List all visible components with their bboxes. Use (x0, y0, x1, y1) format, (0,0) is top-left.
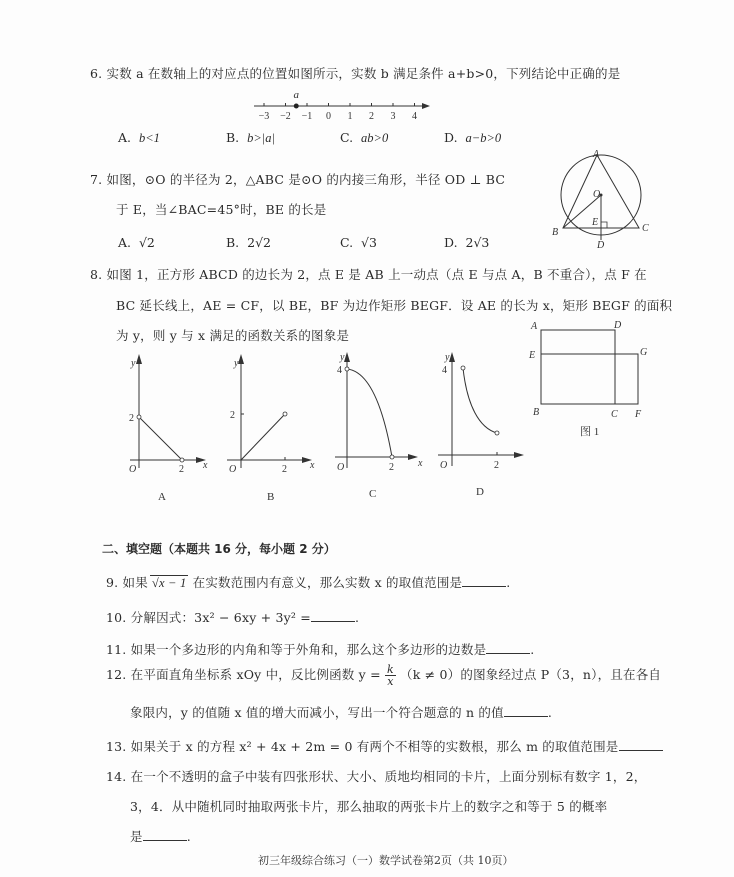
q13: 13. 如果关于 x 的方程 x² + 4x + 2m = 0 有两个不相等的实数根，那么 m 的取值范围是 (106, 737, 663, 755)
q6-number: 6. (90, 66, 103, 81)
q10: 10. 分解因式：3x² − 6xy + 3y² = . (106, 610, 360, 625)
graph-c-y-arrow (344, 352, 350, 362)
q10-answer-blank[interactable] (311, 609, 355, 622)
label-b: B (552, 227, 559, 238)
q12-number: 12. (106, 667, 127, 682)
graph-c-ylabel: y (340, 352, 345, 363)
label-o: O (593, 189, 601, 200)
graph-a-ytick: 2 (129, 413, 134, 424)
fig1-label-f: F (635, 409, 642, 420)
fig1-label-g: G (640, 347, 648, 358)
q6-option-c: C. ab>0 (340, 130, 389, 145)
q11: 11. 如果一个多边形的内角和等于外角和，那么这个多边形的边数是 . (106, 642, 535, 657)
fig1-label-c: C (611, 409, 618, 420)
q6-option-a: A. b<1 (118, 130, 160, 145)
number-line (250, 88, 430, 124)
graph-a-option-label: A (158, 491, 166, 503)
graph-b-open-point (283, 412, 287, 416)
graph-c-open-point-x (390, 455, 394, 459)
q14-line2: 3，4．从中随机同时抽取两张卡片，那么抽取的两张卡片上的数字之和等于 5 的概率 (130, 799, 608, 814)
square-abcd (541, 330, 615, 404)
q14-line1: 14. 在一个不透明的盒子中装有四张形状、大小、质地均相同的卡片，上面分别标有数字 1，2， (106, 769, 647, 784)
graph-d-open-point-start (461, 366, 465, 370)
q7-line2: 于 E，当∠BAC=45°时，BE 的长是 (116, 202, 327, 217)
q9-number: 9. (106, 575, 119, 590)
point-a (294, 104, 299, 109)
rectangle-begf (541, 354, 638, 404)
graph-c-x-arrow (408, 454, 418, 460)
label-c: C (642, 223, 649, 234)
graph-b-line (241, 414, 285, 460)
q12-line2: 象限内，y 的值随 x 值的增大而减小，写出一个符合题意的 n 的值 . (130, 705, 553, 720)
q9: 9. 如果 √x − 1 在实数范围内有意义，那么实数 x 的取值范围是 . (106, 575, 511, 590)
q7-option-d: D. 2√3 (444, 235, 490, 250)
fig1-caption: 图 1 (580, 426, 600, 438)
graph-d-ytick: 4 (442, 365, 447, 376)
right-angle-mark (601, 222, 607, 228)
graph-d-xtick: 2 (494, 460, 499, 471)
graph-a-open-point-y (137, 415, 141, 419)
graph-b-option-label: B (267, 491, 275, 503)
graph-a-y-arrow (136, 354, 142, 364)
graph-a-open-point-x (180, 458, 184, 462)
graph-a-xlabel: x (203, 460, 208, 471)
graph-b-xlabel: x (310, 460, 315, 471)
figure-1 (528, 318, 658, 443)
graph-b-ylabel: y (234, 358, 239, 369)
graph-b-y-arrow (238, 354, 244, 364)
number-line-tick-label: 3 (390, 111, 396, 122)
graph-d-origin: O (440, 460, 448, 471)
graph-c-xtick: 2 (389, 462, 394, 473)
q8-line3: 为 y，则 y 与 x 满足的函数关系的图象是 (116, 328, 350, 343)
q12-answer-blank[interactable] (504, 704, 548, 717)
graph-c-origin: O (337, 462, 345, 473)
fig1-label-a: A (531, 321, 538, 332)
q12-fraction: $\frac{k}{x}$ (386, 663, 394, 688)
q7-line1: 7. 如图，⊙O 的半径为 2，△ABC 是⊙O 的内接三角形，半径 OD ⊥ BC (90, 172, 506, 187)
q7-number: 7. (90, 172, 103, 187)
graph-d-option-label: D (476, 486, 484, 498)
q10-number: 10. (106, 610, 127, 625)
graph-b-origin: O (229, 464, 237, 475)
number-line-tick-label: 1 (347, 111, 353, 122)
number-line-tick-label: −3 (258, 111, 270, 122)
label-d: D (597, 240, 605, 250)
graph-c-option-label: C (369, 488, 377, 500)
graph-c-curve (347, 369, 392, 457)
fig1-label-d: D (614, 320, 622, 331)
graph-a-line (139, 417, 182, 460)
graph-c-xlabel: x (418, 458, 423, 469)
point-a-label: a (293, 89, 299, 101)
graph-b-ytick: 2 (230, 410, 235, 421)
fig1-label-e: E (529, 350, 536, 361)
q11-answer-blank[interactable] (486, 641, 530, 654)
q11-number: 11. (106, 642, 127, 657)
fig1-label-b: B (533, 407, 540, 418)
q9-answer-blank[interactable] (462, 574, 506, 587)
q6-option-b: B. b>|a| (226, 130, 275, 145)
q13-number: 13. (106, 739, 127, 754)
q12-line1: 12. 在平面直角坐标系 xOy 中，反比例函数 y = $\frac{k}{x}$ （k ≠ 0）的图象经过点 P（3，n），且在各自 (106, 663, 662, 688)
graph-d-x-arrow (514, 452, 524, 458)
graph-a-ylabel: y (131, 358, 136, 369)
label-a: A (593, 149, 600, 160)
graph-a-xtick: 2 (179, 464, 184, 475)
graph-d-open-point-end (495, 431, 499, 435)
q14-answer-blank[interactable] (143, 828, 187, 841)
q13-answer-blank[interactable] (619, 738, 663, 751)
q7-option-c: C. √3 (340, 235, 377, 250)
graph-a-origin: O (129, 464, 137, 475)
graph-c-open-point-y (345, 367, 349, 371)
q8-line2: BC 延长线上，AE = CF，以 BE，BF 为边作矩形 BEGF．设 AE 的长为 x，矩形 BEGF 的面积 (116, 298, 673, 313)
number-line-tick-label: 0 (326, 111, 331, 122)
q7-option-b: B. 2√2 (226, 235, 271, 250)
graph-option-d (434, 350, 524, 510)
q7-option-a: A. √2 (118, 235, 155, 250)
circle-figure (548, 145, 658, 250)
graph-b-xtick: 2 (282, 464, 287, 475)
graph-option-b (222, 350, 322, 510)
number-line-tick-label: 2 (369, 111, 374, 122)
q14-line3: 是 . (130, 829, 191, 844)
number-line-tick-label: −2 (280, 111, 291, 122)
graph-option-c (332, 350, 432, 510)
graph-d-y-arrow (449, 352, 455, 362)
graph-d-curve (463, 368, 497, 433)
q9-radical: √x − 1 (151, 576, 187, 590)
q6-text (90, 64, 620, 82)
number-line-tick-label: −1 (301, 111, 313, 122)
page-footer: 初三年级综合练习（一）数学试卷第2页（共 10页） (258, 854, 514, 867)
q6-option-d: D. a−b>0 (444, 130, 502, 145)
section-2-title: 二、填空题（本题共 16 分，每小题 2 分） (102, 542, 336, 556)
q8-number: 8. (90, 267, 103, 282)
label-e: E (592, 217, 599, 228)
graph-option-a (110, 350, 210, 510)
number-line-tick-label: 4 (412, 111, 417, 122)
q8-line1: 8. 如图 1，正方形 ABCD 的边长为 2，点 E 是 AB 上一动点（点 E 与点 A，B 不重合），点 F 在 (90, 267, 647, 282)
graph-d-ylabel: y (445, 352, 450, 363)
q14-number: 14. (106, 769, 127, 784)
number-line-arrow (422, 103, 430, 109)
graph-c-ytick: 4 (337, 365, 342, 376)
q6-stem: 实数 a 在数轴上的对应点的位置如图所示，实数 b 满足条件 a+b>0，下列结论中正确的是 (106, 66, 621, 81)
